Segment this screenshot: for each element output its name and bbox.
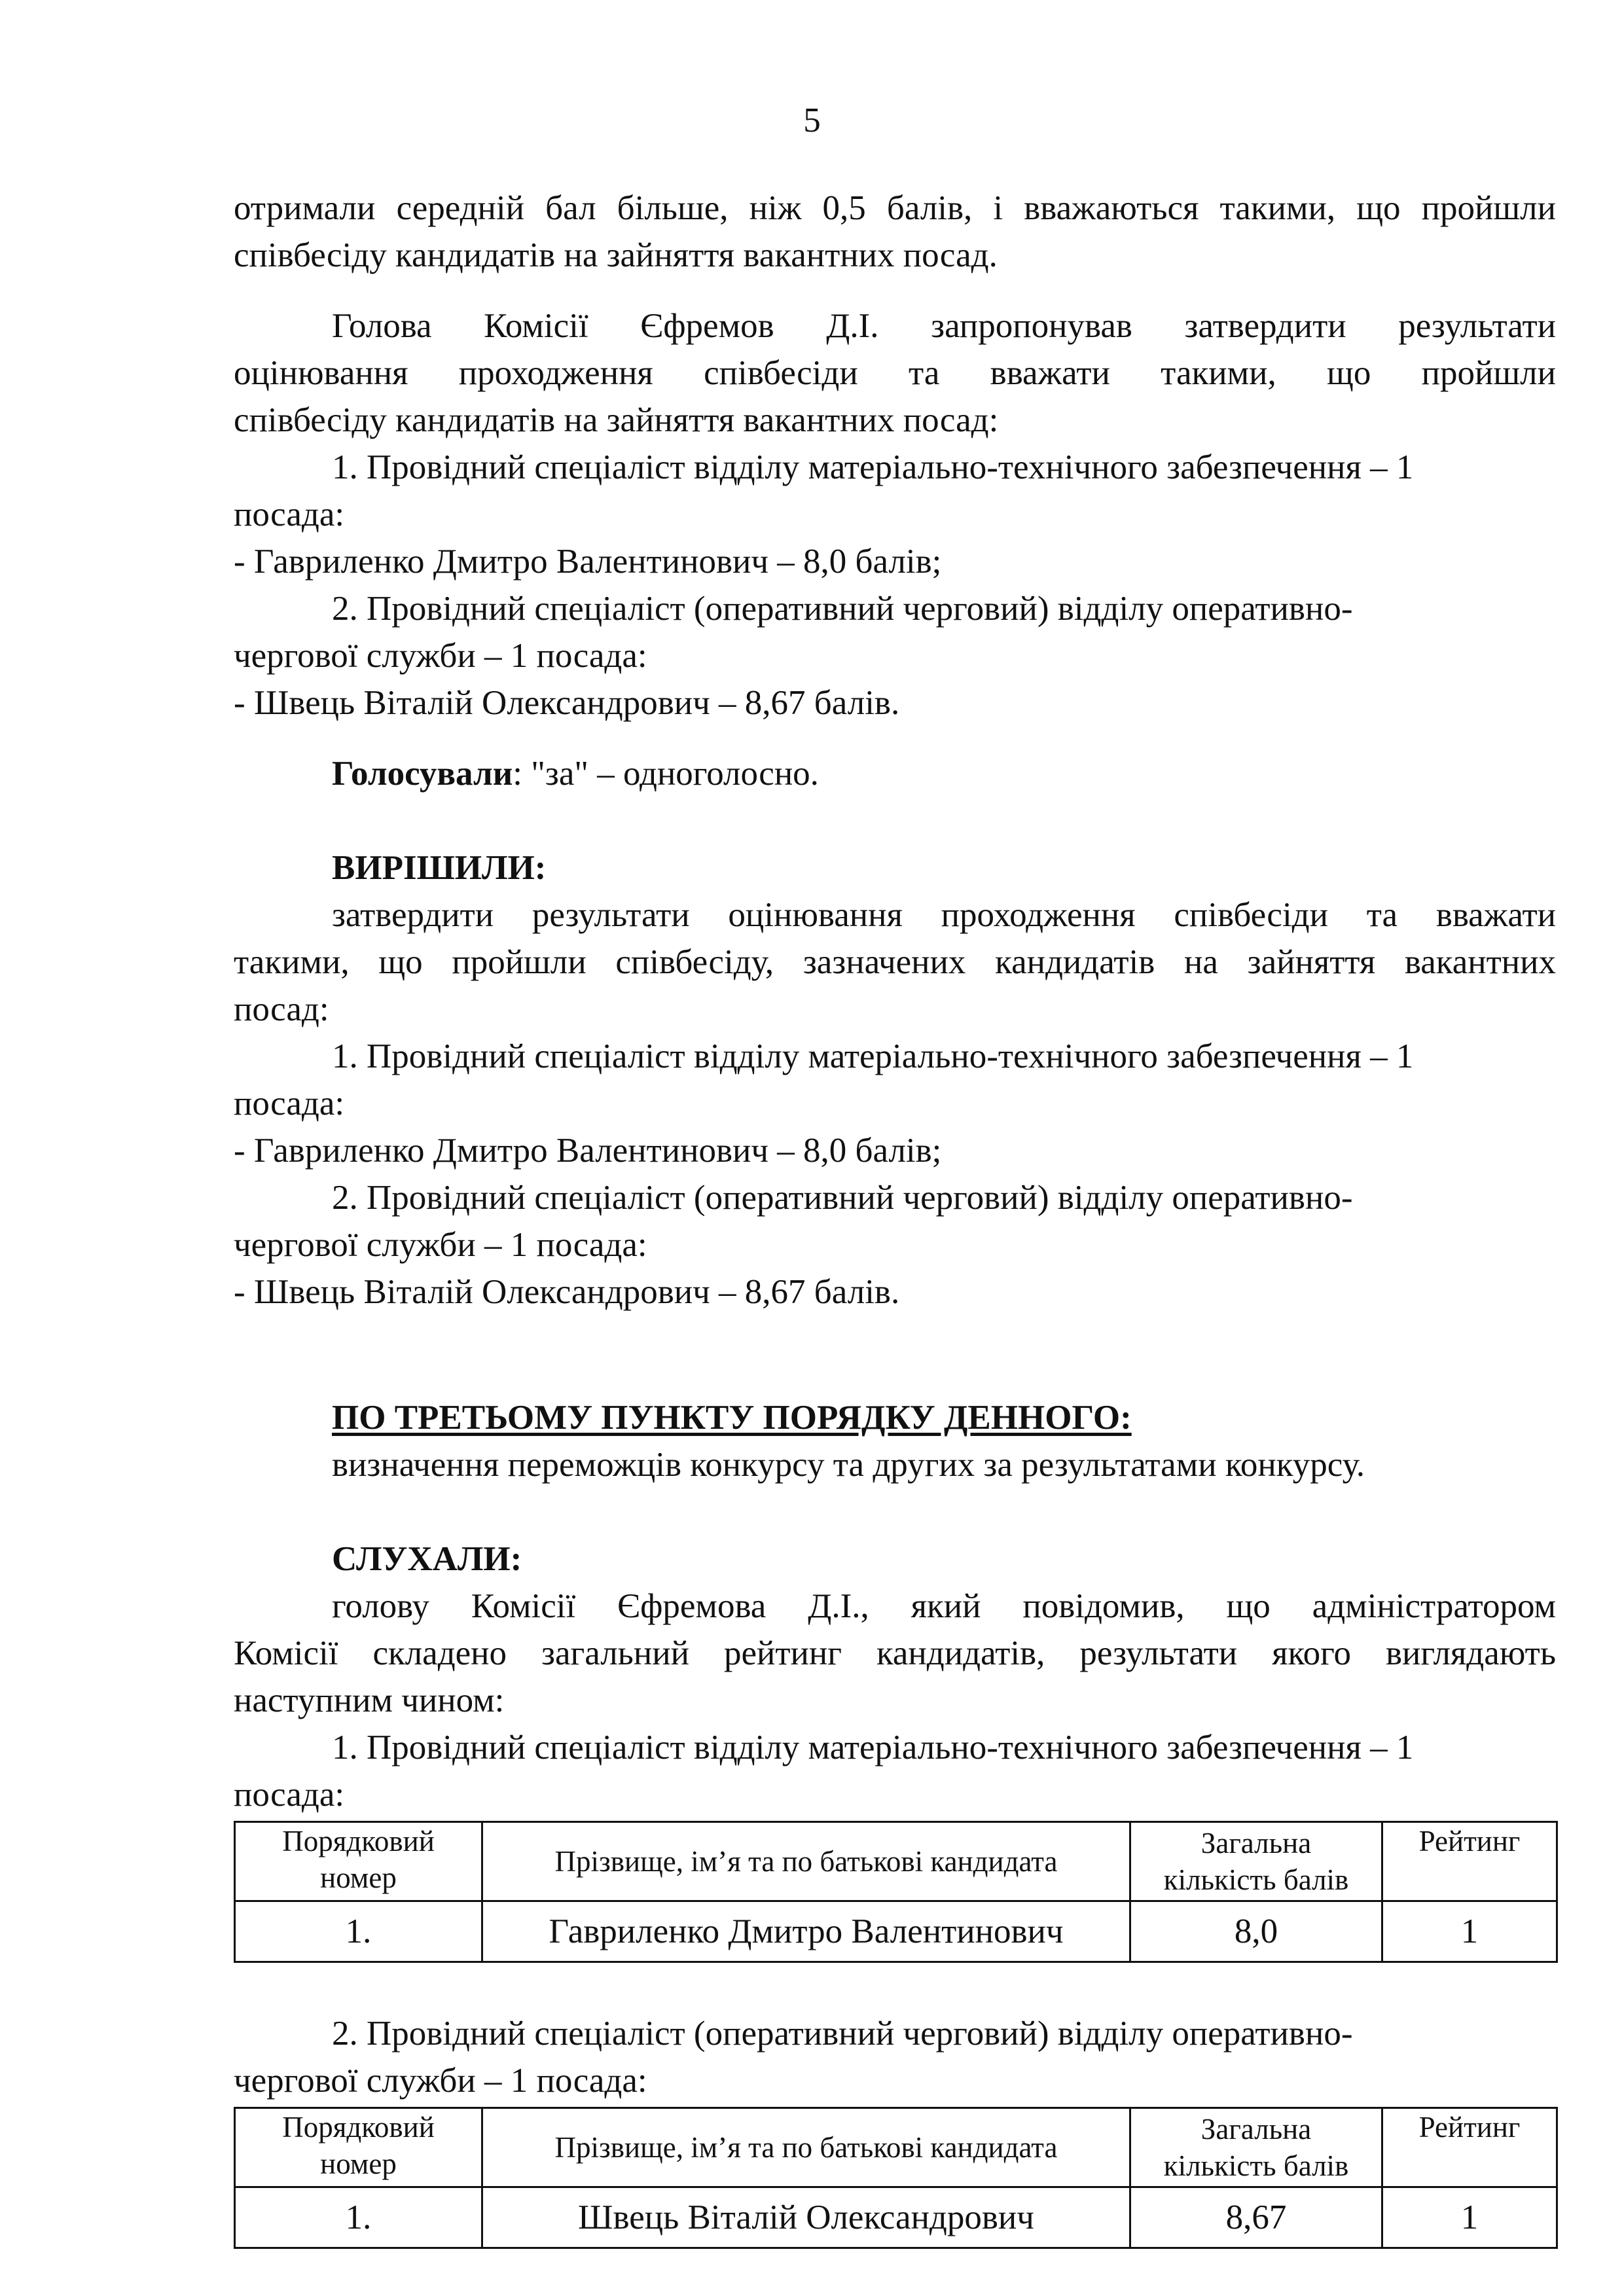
proposal-line: Голова Комісії Єфремов Д.І. запропонував затвердити результати <box>332 307 1556 345</box>
header-text: Порядковий <box>282 2111 435 2144</box>
header-text: кількість балів <box>1163 1863 1349 1896</box>
header-text: Порядковий <box>282 1825 435 1857</box>
header-name: Прізвище, ім’я та по батькові кандидата <box>482 1822 1130 1901</box>
vote-text: : "за" – одноголосно. <box>513 755 819 793</box>
header-rating: Рейтинг <box>1382 2108 1557 2187</box>
decision-line: затвердити результати оцінювання проходження співбесіди та вважати <box>332 896 1556 934</box>
position-title: чергової служби – 1 посада: <box>234 1226 647 1264</box>
position-title: посада: <box>234 1776 345 1814</box>
header-number <box>235 2108 482 2187</box>
cell-rating: 1 <box>1382 2187 1557 2248</box>
heard-line: наступним чином: <box>234 1681 505 1719</box>
table-row <box>235 2187 1557 2248</box>
page-number: 5 <box>803 101 821 139</box>
cell-number: 1. <box>235 1901 482 1962</box>
position-title: 1. Провідний спеціаліст відділу матеріально-технічного забезпечення – 1 <box>332 1729 1414 1767</box>
position-title: чергової служби – 1 посада: <box>234 2062 647 2100</box>
proposal-line: співбесіду кандидатів на зайняття вакантних посад: <box>234 401 999 439</box>
header-score <box>1130 2108 1382 2187</box>
vote-result <box>234 750 1556 797</box>
position-title: посада: <box>234 1085 345 1122</box>
cell-number: 1. <box>235 2187 482 2248</box>
intro-line: отримали середній бал більше, ніж 0,5 балів, і вважаються такими, що пройшли <box>234 189 1556 227</box>
position-title: 1. Провідний спеціаліст відділу матеріально-технічного забезпечення – 1 <box>332 1037 1414 1075</box>
table-header-row <box>235 1822 1557 1901</box>
decision-heading: ВИРІШИЛИ: <box>332 849 547 887</box>
header-rating: Рейтинг <box>1382 1822 1557 1901</box>
position-title: 2. Провідний спеціаліст (оперативний черговий) відділу оперативно- <box>332 2015 1353 2053</box>
cell-rating: 1 <box>1382 1901 1557 1962</box>
header-text: Загальна <box>1200 2113 1312 2145</box>
position-title: 1. Провідний спеціаліст відділу матеріально-технічного забезпечення – 1 <box>332 448 1414 486</box>
cell-name: Гавриленко Дмитро Валентинович <box>482 1901 1130 1962</box>
decision-line: посад: <box>234 990 329 1028</box>
candidate-line: - Гавриленко Дмитро Валентинович – 8,0 балів; <box>234 1132 942 1170</box>
document-body <box>234 185 1556 2249</box>
header-name: Прізвище, ім’я та по батькові кандидата <box>482 2108 1130 2187</box>
candidate-line: - Гавриленко Дмитро Валентинович – 8,0 балів; <box>234 543 942 581</box>
agenda-item-text: визначення переможців конкурсу та других за результатами конкурсу. <box>332 1446 1365 1484</box>
header-text: кількість балів <box>1163 2149 1349 2182</box>
header-text: Загальна <box>1200 1827 1312 1859</box>
table-row <box>235 1901 1557 1962</box>
vote-label: Голосували <box>332 755 513 793</box>
rating-table <box>234 1821 1558 1963</box>
cell-score: 8,67 <box>1130 2187 1382 2248</box>
proposal-line: оцінювання проходження співбесіди та вважати такими, що пройшли <box>234 354 1556 392</box>
position-title: посада: <box>234 495 345 533</box>
candidate-line: - Швець Віталій Олександрович – 8,67 балів. <box>234 1273 900 1311</box>
rating-table <box>234 2107 1558 2249</box>
header-text: номер <box>320 1861 397 1894</box>
cell-score: 8,0 <box>1130 1901 1382 1962</box>
heard-heading: СЛУХАЛИ: <box>332 1540 522 1578</box>
agenda-item-heading: ПО ТРЕТЬОМУ ПУНКТУ ПОРЯДКУ ДЕННОГО: <box>332 1399 1132 1437</box>
header-number <box>235 1822 482 1901</box>
candidate-line: - Швець Віталій Олександрович – 8,67 балів. <box>234 684 900 722</box>
header-text: номер <box>320 2147 397 2180</box>
intro-line: співбесіду кандидатів на зайняття вакантних посад. <box>234 236 998 274</box>
position-title: 2. Провідний спеціаліст (оперативний черговий) відділу оперативно- <box>332 1179 1353 1217</box>
heard-line: голову Комісії Єфремова Д.І., який повідомив, що адміністратором <box>332 1587 1556 1625</box>
position-title: чергової служби – 1 посада: <box>234 637 647 675</box>
heard-line: Комісії складено загальний рейтинг кандидатів, результати якого виглядають <box>234 1634 1556 1672</box>
table-header-row <box>235 2108 1557 2187</box>
cell-name: Швець Віталій Олександрович <box>482 2187 1130 2248</box>
decision-line: такими, що пройшли співбесіду, зазначених кандидатів на зайняття вакантних <box>234 943 1556 981</box>
header-score <box>1130 1822 1382 1901</box>
position-title: 2. Провідний спеціаліст (оперативний черговий) відділу оперативно- <box>332 590 1353 628</box>
